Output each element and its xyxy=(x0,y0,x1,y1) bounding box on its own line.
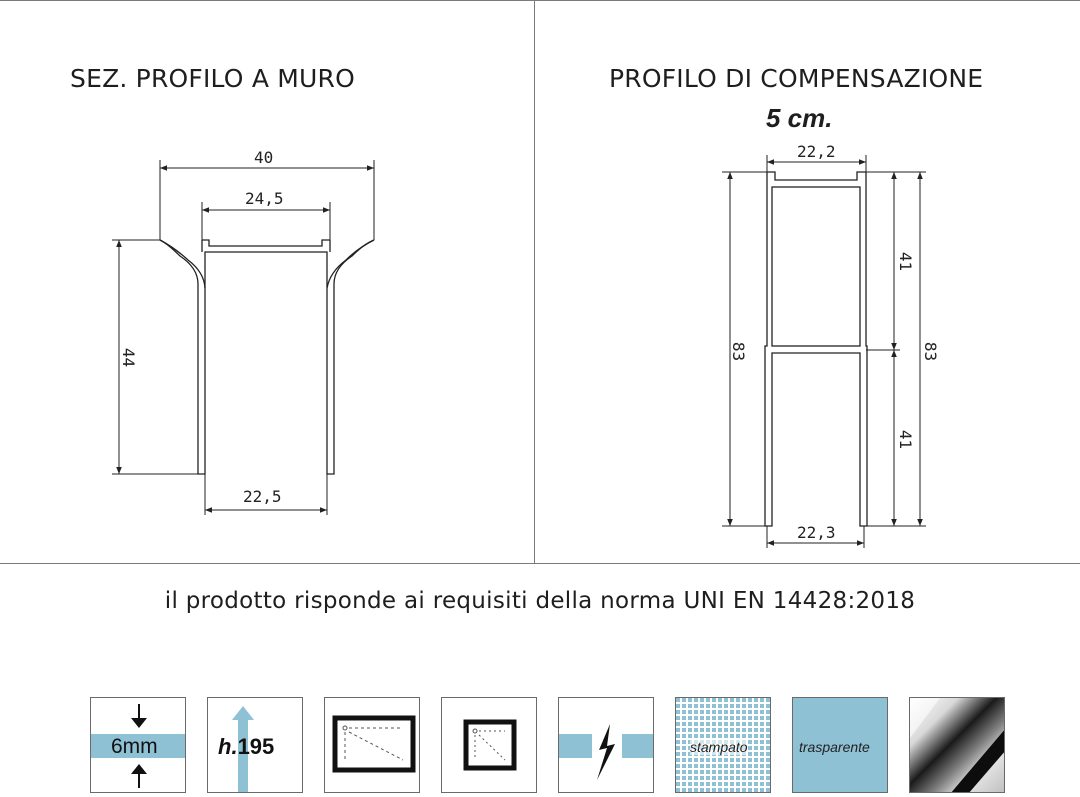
height-prefix: h. xyxy=(218,734,238,759)
wall-profile-section xyxy=(160,240,374,474)
right-panel-title: PROFILO DI COMPENSAZIONE xyxy=(609,64,984,93)
lightning-icon xyxy=(558,697,654,793)
dim-upper-section: 41 xyxy=(896,251,916,272)
square-glass-icon xyxy=(441,697,537,793)
compensation-profile-section xyxy=(765,172,867,526)
printed-glass-icon xyxy=(675,697,771,793)
right-panel-subtitle: 5 cm. xyxy=(766,103,833,133)
left-panel-title: SEZ. PROFILO A MURO xyxy=(70,64,355,93)
rectangle-glass-icon xyxy=(324,697,420,793)
printed-label: stampato xyxy=(690,739,748,755)
norm-statement: il prodotto risponde ai requisiti della norma UNI EN 14428:2018 xyxy=(164,588,916,614)
dim-width-top: 22,2 xyxy=(797,142,836,161)
chrome-finish-icon xyxy=(909,697,1005,793)
thickness-icon xyxy=(90,697,186,793)
height-icon xyxy=(207,697,303,793)
dim-width-bottom: 22,5 xyxy=(243,487,282,506)
thickness-label: 6mm xyxy=(111,735,158,758)
height-value: 195 xyxy=(237,734,275,759)
dim-height-right: 83 xyxy=(921,341,941,362)
dim-height: 44 xyxy=(119,347,139,368)
transparent-label: trasparente xyxy=(799,739,870,755)
dim-height-left: 83 xyxy=(729,341,749,362)
dim-width-bottom-right: 22,3 xyxy=(797,523,836,542)
transparent-glass-icon xyxy=(792,697,888,793)
dim-width-inner: 24,5 xyxy=(245,189,284,208)
dim-lower-section: 41 xyxy=(896,429,916,450)
height-text xyxy=(218,734,274,760)
section-separator xyxy=(0,563,1080,564)
dim-width-total: 40 xyxy=(254,148,274,167)
